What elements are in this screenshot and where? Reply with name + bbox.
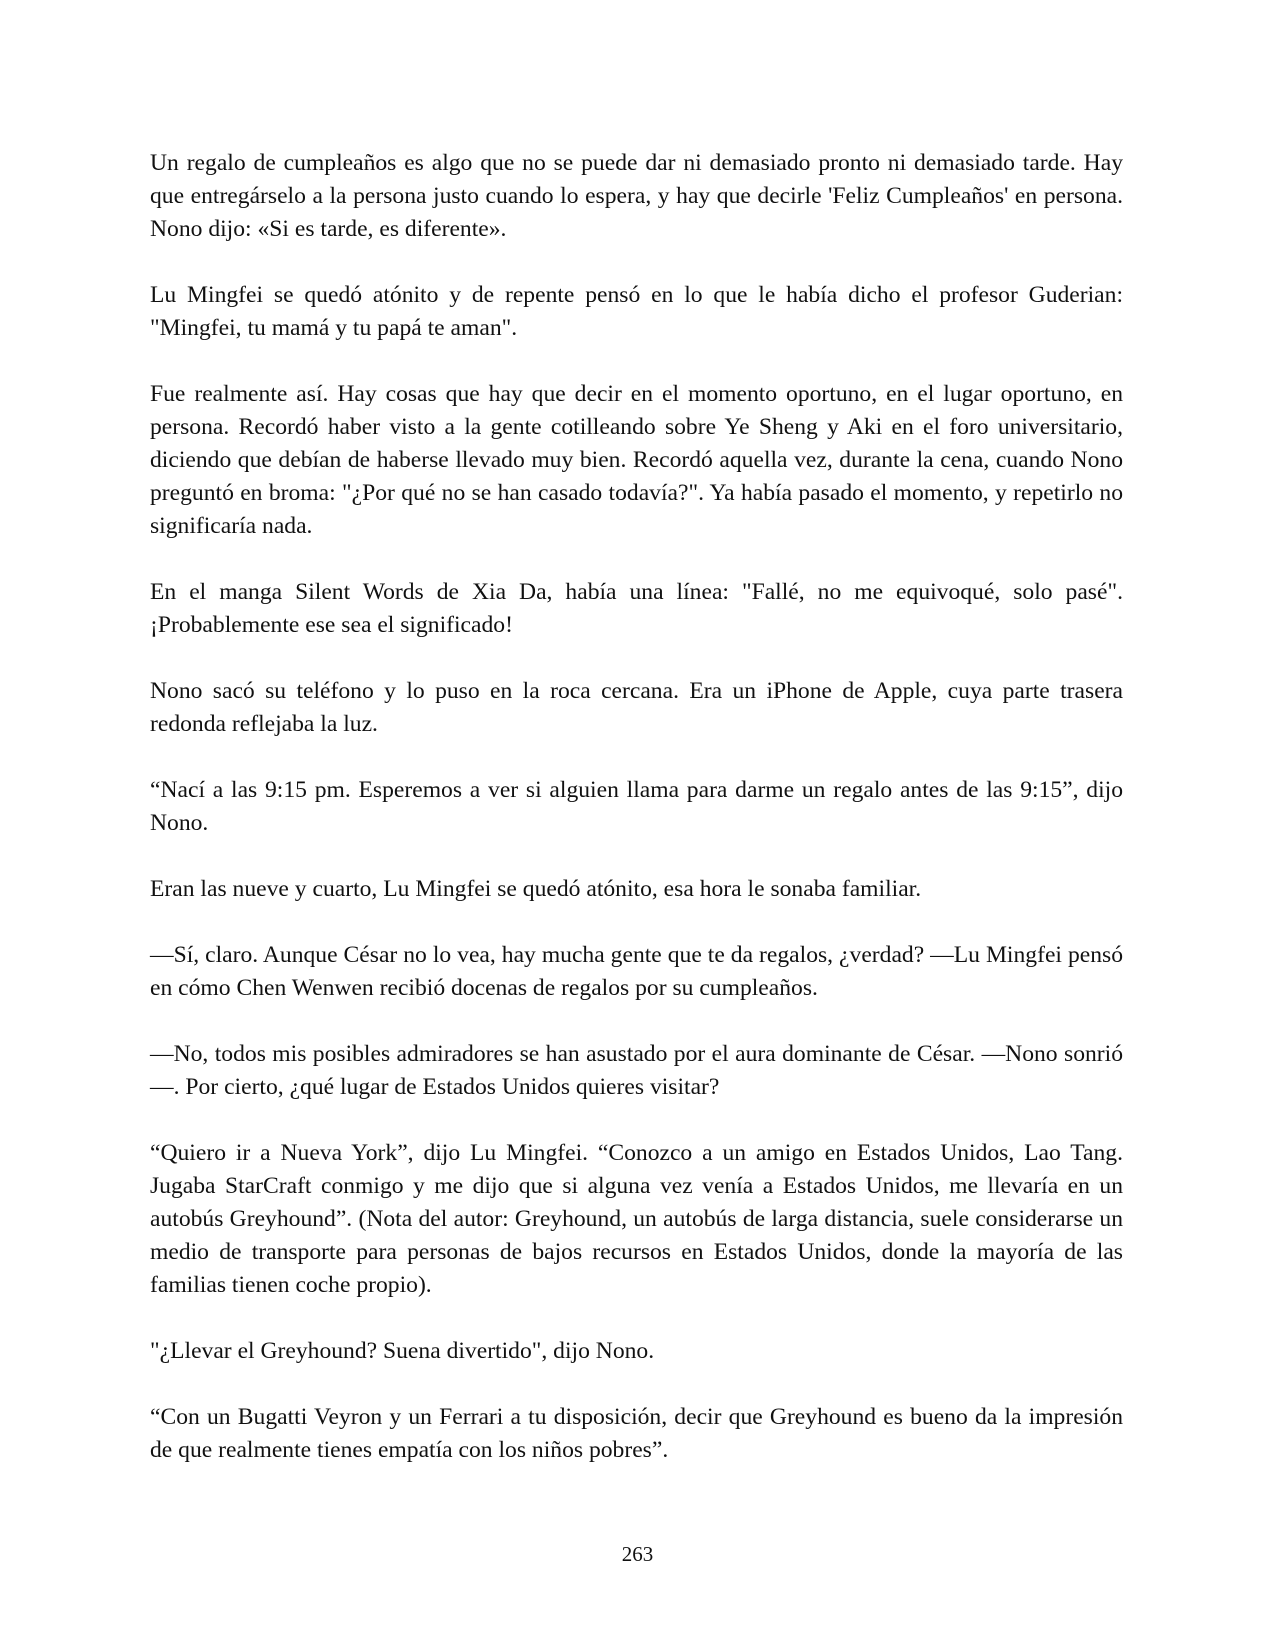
- paragraph: “Nací a las 9:15 pm. Esperemos a ver si alguien llama para darme un regalo antes de las 9:15”, dijo Nono.: [150, 777, 1123, 836]
- paragraph: Lu Mingfei se quedó atónito y de repente pensó en lo que le había dicho el profesor Guderian: "Mingfei, tu mamá y tu papá te aman".: [150, 282, 1123, 341]
- paragraph: "¿Llevar el Greyhound? Suena divertido", dijo Nono.: [150, 1338, 655, 1364]
- paragraph: Nono sacó su teléfono y lo puso en la roca cercana. Era un iPhone de Apple, cuya parte trasera redonda reflejaba la luz.: [150, 678, 1123, 737]
- paragraph: En el manga Silent Words de Xia Da, había una línea: "Fallé, no me equivoqué, solo pasé". ¡Probablemente ese sea el significado!: [150, 579, 1123, 638]
- paragraph: —No, todos mis posibles admiradores se han asustado por el aura dominante de César. —Nono sonrió—. Por cierto, ¿qué lugar de Estados Unidos quieres visitar?: [150, 1041, 1123, 1100]
- page-number: 263: [621, 1542, 654, 1566]
- paragraph: Eran las nueve y cuarto, Lu Mingfei se quedó atónito, esa hora le sonaba familiar.: [150, 876, 922, 902]
- body-text: [150, 147, 1123, 1500]
- paragraph: “Quiero ir a Nueva York”, dijo Lu Mingfei. “Conozco a un amigo en Estados Unidos, Lao Tang. Jugaba StarCraft conmigo y me dijo que si alguna vez venía a Estados Unidos, me llevaría en un autobús Greyhound”. (Nota del autor: Greyhound, un autobús de larga distancia, suele considerarse un medio de transporte para personas de bajos recursos en Estados Unidos, donde la mayoría de las familias tienen coche propio).: [150, 1140, 1123, 1298]
- paragraph: “Con un Bugatti Veyron y un Ferrari a tu disposición, decir que Greyhound es bueno da la impresión de que realmente tienes empatía con los niños pobres”.: [150, 1404, 1123, 1463]
- paragraph: Fue realmente así. Hay cosas que hay que decir en el momento oportuno, en el lugar oportuno, en persona. Recordó haber visto a la gente cotilleando sobre Ye Sheng y Aki en el foro universitario, diciendo que debían de haberse llevado muy bien. Recordó aquella vez, durante la cena, cuando Nono preguntó en broma: "¿Por qué no se han casado todavía?". Ya había pasado el momento, y repetirlo no significaría nada.: [150, 381, 1123, 539]
- paragraph: Un regalo de cumpleaños es algo que no se puede dar ni demasiado pronto ni demasiado tarde. Hay que entregárselo a la persona justo cuando lo espera, y hay que decirle 'Feliz Cumpleaños' en persona. Nono dijo: «Si es tarde, es diferente».: [150, 150, 1123, 242]
- paragraph: —Sí, claro. Aunque César no lo vea, hay mucha gente que te da regalos, ¿verdad? —Lu Mingfei pensó en cómo Chen Wenwen recibió docenas de regalos por su cumpleaños.: [150, 942, 1123, 1001]
